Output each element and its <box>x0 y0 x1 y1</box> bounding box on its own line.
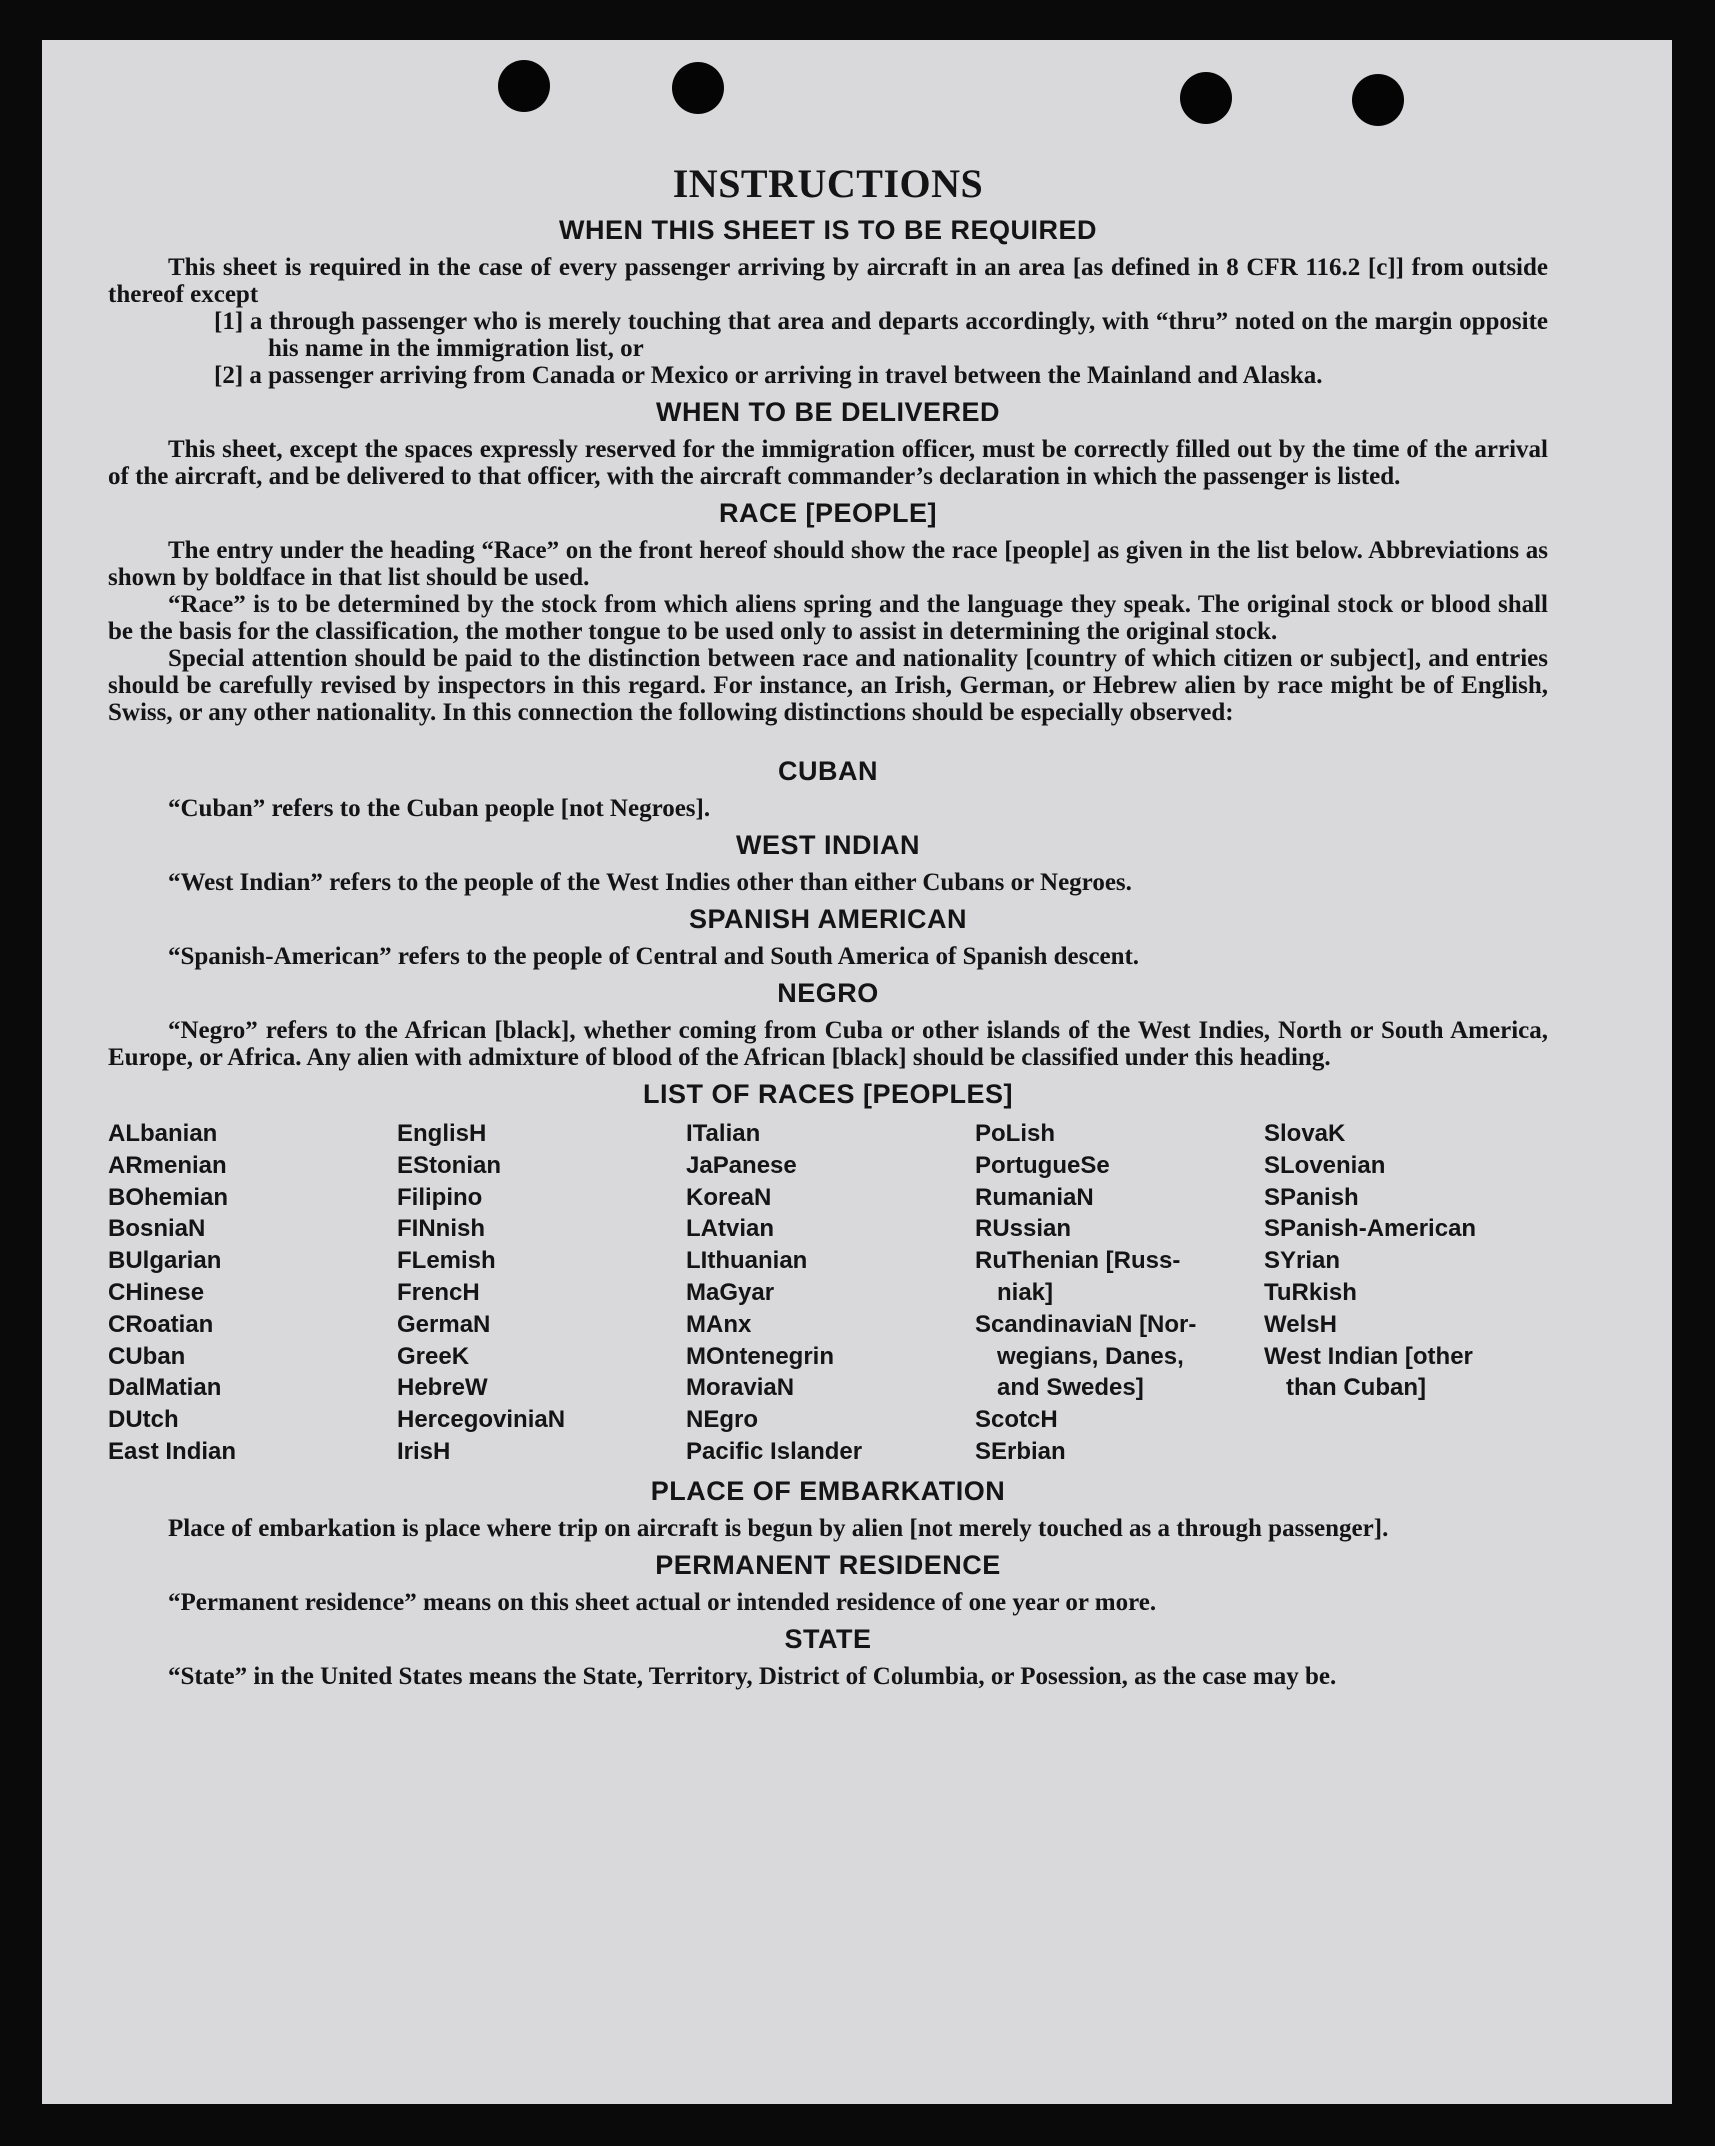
race-item-continued: wegians, Danes, <box>997 1342 1184 1370</box>
race-item: EnglisH <box>397 1120 487 1147</box>
race-item: WelsH <box>1264 1310 1337 1338</box>
race-item: SPanish <box>1264 1183 1359 1211</box>
race-item: SPanish-American <box>1264 1215 1477 1243</box>
section-heading-embarkation: PLACE OF EMBARKATION <box>650 1475 1006 1506</box>
section-heading-spanish-american: SPANISH AMERICAN <box>688 904 967 934</box>
race-item: DalMatian <box>108 1374 222 1402</box>
race-item: ITalian <box>686 1120 761 1147</box>
race-item: TuRkish <box>1264 1278 1357 1306</box>
page-title: INSTRUCTIONS <box>672 161 984 206</box>
race-item: FINnish <box>397 1215 485 1243</box>
race-item: BUlgarian <box>108 1247 222 1275</box>
race-item: KoreaN <box>686 1183 772 1211</box>
race-item: RUssian <box>975 1215 1072 1243</box>
race-item: DUtch <box>108 1406 179 1434</box>
section-heading-negro: NEGRO <box>777 978 879 1008</box>
required-item-2: [2] a passenger arriving from Canada or Mexico or arriving in travel between the Mainland and Alaska. <box>214 362 1323 389</box>
race-item: BosniaN <box>108 1215 206 1243</box>
section-heading-west-indian: WEST INDIAN <box>736 830 920 860</box>
section-heading-races-list: LIST OF RACES [PEOPLES] <box>642 1079 1014 1109</box>
race-item: LAtvian <box>686 1215 775 1243</box>
race-item: ScotcH <box>975 1406 1058 1434</box>
race-item: PortugueSe <box>975 1151 1110 1179</box>
race-item: GreeK <box>397 1342 470 1370</box>
race-item: SYrian <box>1264 1247 1341 1275</box>
punch-hole <box>1180 72 1232 124</box>
instructions-content <box>108 120 1548 1690</box>
race-item: CRoatian <box>108 1310 214 1338</box>
race-item: ALbanian <box>108 1120 218 1147</box>
race-item: IrisH <box>397 1437 451 1465</box>
cuban-text: “Cuban” refers to the Cuban people [not Negroes]. <box>168 795 711 822</box>
punch-hole <box>1352 74 1404 126</box>
race-item-continued: and Swedes] <box>997 1374 1144 1402</box>
delivered-text: This sheet, except the spaces expressly reserved for the immigration officer, must be correctly filled out by the time of the arrival of the aircraft, and be delivered to that officer, with the aircraft commander’s declaration in which the passenger is listed. <box>108 436 1548 490</box>
races-column-5 <box>1264 1118 1553 1468</box>
races-column-2 <box>397 1118 686 1468</box>
race-item: PoLish <box>975 1120 1056 1147</box>
races-column-3 <box>686 1118 975 1468</box>
race-item: Filipino <box>397 1183 483 1211</box>
spanish-american-text: “Spanish-American” refers to the people of Central and South America of Spanish descent. <box>168 943 1140 970</box>
race-item: ScandinaviaN [Nor- <box>975 1310 1197 1338</box>
races-list <box>108 1118 1548 1468</box>
west-indian-text: “West Indian” refers to the people of the West Indies other than either Cubans or Negroes. <box>168 869 1132 896</box>
embarkation-text: Place of embarkation is place where trip on aircraft is begun by alien [not merely touched as a through passenger]. <box>168 1514 1389 1542</box>
punch-hole <box>498 60 550 112</box>
race-item: LIthuanian <box>686 1247 808 1275</box>
race-item: RumaniaN <box>975 1183 1094 1211</box>
race-item: MAnx <box>686 1310 752 1338</box>
race-item: SLovenian <box>1264 1151 1386 1179</box>
race-item: NEgro <box>686 1406 758 1434</box>
race-paragraph-1: The entry under the heading “Race” on the front hereof should show the race [people] as given in the list below. Abbreviations as shown by boldface in that list should be used. <box>108 537 1548 591</box>
race-item: FLemish <box>397 1247 496 1275</box>
race-item: MOntenegrin <box>686 1342 834 1370</box>
residence-text: “Permanent residence” means on this sheet actual or intended residence of one year or more. <box>168 1588 1157 1616</box>
races-column-4 <box>975 1118 1264 1468</box>
race-item: EStonian <box>397 1151 502 1179</box>
required-intro: This sheet is required in the case of every passenger arriving by aircraft in an area [as defined in 8 CFR 116.2 [c]] from outside thereof except <box>108 254 1548 308</box>
race-item: Pacific Islander <box>686 1437 863 1465</box>
race-item: RuThenian [Russ- <box>975 1247 1181 1275</box>
section-heading-state: STATE <box>784 1623 872 1654</box>
section-heading-delivered: WHEN TO BE DELIVERED <box>655 397 1001 427</box>
races-column-1 <box>108 1118 397 1468</box>
race-paragraph-2: “Race” is to be determined by the stock from which aliens spring and the language they speak. The original stock or blood shall be the basis for the classification, the mother tongue to be used only to assist in determining the original stock. <box>108 591 1548 645</box>
race-item: West Indian [other <box>1264 1342 1473 1370</box>
race-item: SlovaK <box>1264 1120 1346 1147</box>
race-item: East Indian <box>108 1437 237 1465</box>
race-item: GermaN <box>397 1310 491 1338</box>
race-item: MoraviaN <box>686 1374 795 1402</box>
race-item: BOhemian <box>108 1183 229 1211</box>
race-item: FrencH <box>397 1278 480 1306</box>
race-item-continued: niak] <box>997 1278 1054 1306</box>
race-item: MaGyar <box>686 1278 775 1306</box>
race-item: ARmenian <box>108 1151 227 1179</box>
required-item-1: [1] a through passenger who is merely touching that area and departs accordingly, with “thru” noted on the margin opposite his name in the immigration list, or <box>214 308 1548 362</box>
race-item: JaPanese <box>686 1151 797 1179</box>
race-item-continued: than Cuban] <box>1286 1374 1426 1402</box>
race-item: CUban <box>108 1342 186 1370</box>
race-item: SErbian <box>975 1437 1066 1465</box>
race-item: HebreW <box>397 1374 488 1402</box>
race-paragraph-3: Special attention should be paid to the distinction between race and nationality [country of which citizen or subject], and entries should be carefully revised by inspectors in this regard. For instance, an Irish, German, or Hebrew alien by race might be of English, Swiss, or any other nationality. In this connection the following distinctions should be especially observed: <box>108 645 1548 726</box>
section-heading-race: RACE [PEOPLE] <box>718 498 938 528</box>
section-heading-cuban: CUBAN <box>778 756 878 786</box>
race-item: CHinese <box>108 1278 205 1306</box>
section-heading-required: WHEN THIS SHEET IS TO BE REQUIRED <box>558 215 1098 245</box>
state-text: “State” in the United States means the State, Territory, District of Columbia, or Posession, as the case may be. <box>168 1662 1337 1690</box>
punch-hole <box>672 62 724 114</box>
section-heading-residence: PERMANENT RESIDENCE <box>655 1549 1001 1580</box>
negro-text: “Negro” refers to the African [black], whether coming from Cuba or other islands of the West Indies, North or South America, Europe, or Africa. Any alien with admixture of blood of the African [black] should be classified under this heading. <box>108 1017 1548 1071</box>
race-item: HercegoviniaN <box>397 1406 566 1434</box>
